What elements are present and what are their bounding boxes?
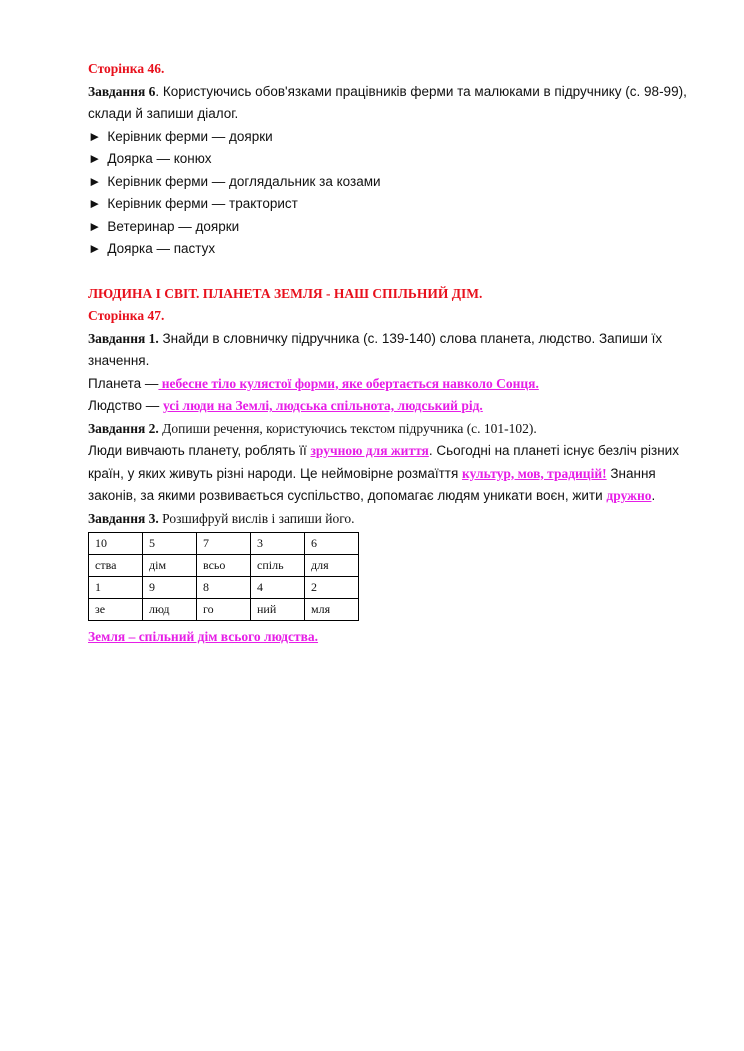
table-cell: 7 xyxy=(197,533,251,555)
bullet-arrow-icon: ► xyxy=(88,241,102,256)
table-cell: го xyxy=(197,599,251,621)
page-47-heading: Сторінка 47. xyxy=(88,308,165,323)
table-cell: 2 xyxy=(305,577,359,599)
planet-answer: небесне тіло кулястої форми, яке обертається навколо Сонця. xyxy=(158,375,539,391)
bullet-arrow-icon: ► xyxy=(88,151,102,166)
task-6-line-2: склади й запиши діалог. xyxy=(88,106,239,121)
list-item: ► Доярка — конюх xyxy=(88,151,212,166)
task-6-text-1: . Користуючись обов'язками працівників ферми та малюками в підручнику (с. 98-99), xyxy=(155,83,687,99)
task-1-line-1: Завдання 1. Знайди в словничку підручника (с. 139-140) слова планета, людство. Запиши їх xyxy=(88,330,663,346)
table-cell: 8 xyxy=(197,577,251,599)
humanity-term: Людство — xyxy=(88,398,160,413)
task-6-line-1 xyxy=(88,81,688,104)
task-2-text-line-2: країн, у яких живуть різні народи. Це неймовірне розмаїття культур, мов, традицій! Знання xyxy=(88,465,656,481)
task-2-label: Завдання 2. xyxy=(88,420,159,436)
task-2-text-line-3: законів, за якими розвивається суспільство, допомагає людям уникати воєн, жити дружно. xyxy=(88,488,656,503)
task-3-answer-line xyxy=(88,626,688,649)
table-cell: 6 xyxy=(305,533,359,555)
table-cell: ний xyxy=(251,599,305,621)
planet-definition xyxy=(88,373,688,396)
list-item: ► Ветеринар — доярки xyxy=(88,218,240,234)
table-cell: спіль xyxy=(251,555,305,577)
bullet-arrow-icon: ► xyxy=(88,173,102,189)
answer-fill: зручною для життя xyxy=(310,443,429,458)
task-1-label: Завдання 1. xyxy=(88,330,159,346)
table-cell: 3 xyxy=(251,533,305,555)
humanity-answer: усі люди на Землі, людська спільнота, людський рід. xyxy=(163,398,483,413)
table-cell: люд xyxy=(143,599,197,621)
table-cell: 4 xyxy=(251,577,305,599)
section-title: ЛЮДИНА І СВІТ. ПЛАНЕТА ЗЕМЛЯ - НАШ СПІЛЬНИЙ ДІМ. xyxy=(88,285,483,301)
spacer xyxy=(88,261,688,283)
table-row xyxy=(89,577,359,599)
table-cell: 9 xyxy=(143,577,197,599)
list-item: ► Доярка — пастух xyxy=(88,241,216,256)
task-2-text-line-1: Люди вивчають планету, роблять її зручною для життя. Сьогодні на планеті існує безліч різних xyxy=(88,443,679,458)
task-3-line: Завдання 3. Розшифруй вислів і запиши його. xyxy=(88,510,355,526)
table-row xyxy=(89,555,359,577)
table-cell: дім xyxy=(143,555,197,577)
task-2-line: Завдання 2. Допиши речення, користуючись текстом підручника (с. 101-102). xyxy=(88,420,537,436)
table-cell: 10 xyxy=(89,533,143,555)
dialogue-list xyxy=(88,126,688,261)
table-row xyxy=(89,533,359,555)
humanity-definition xyxy=(88,395,688,418)
list-item: ► Керівник ферми — тракторист xyxy=(88,196,298,211)
planet-term: Планета — xyxy=(88,375,159,391)
table-row xyxy=(89,599,359,621)
task-3-answer: Земля – спільний дім всього людства. xyxy=(88,629,319,644)
bullet-arrow-icon: ► xyxy=(88,196,102,211)
task-1-line-2: значення. xyxy=(88,353,150,368)
bullet-arrow-icon: ► xyxy=(88,128,102,144)
table-cell: зе xyxy=(89,599,143,621)
document-page xyxy=(88,58,688,649)
table-cell: для xyxy=(305,555,359,577)
bullet-arrow-icon: ► xyxy=(88,218,102,234)
table-cell: ства xyxy=(89,555,143,577)
cipher-table xyxy=(88,532,359,621)
task-6-label: Завдання 6 xyxy=(88,83,156,99)
answer-fill: дружно xyxy=(606,488,652,503)
task-3-label: Завдання 3. xyxy=(88,510,159,526)
list-item: ► Керівник ферми — доярки xyxy=(88,128,273,144)
table-cell: 1 xyxy=(89,577,143,599)
answer-fill: культур, мов, традицій! xyxy=(462,465,607,481)
table-cell: 5 xyxy=(143,533,197,555)
page-46-heading: Сторінка 46. xyxy=(88,61,165,76)
table-cell: всьо xyxy=(197,555,251,577)
table-cell: мля xyxy=(305,599,359,621)
list-item: ► Керівник ферми — доглядальник за козами xyxy=(88,173,381,189)
